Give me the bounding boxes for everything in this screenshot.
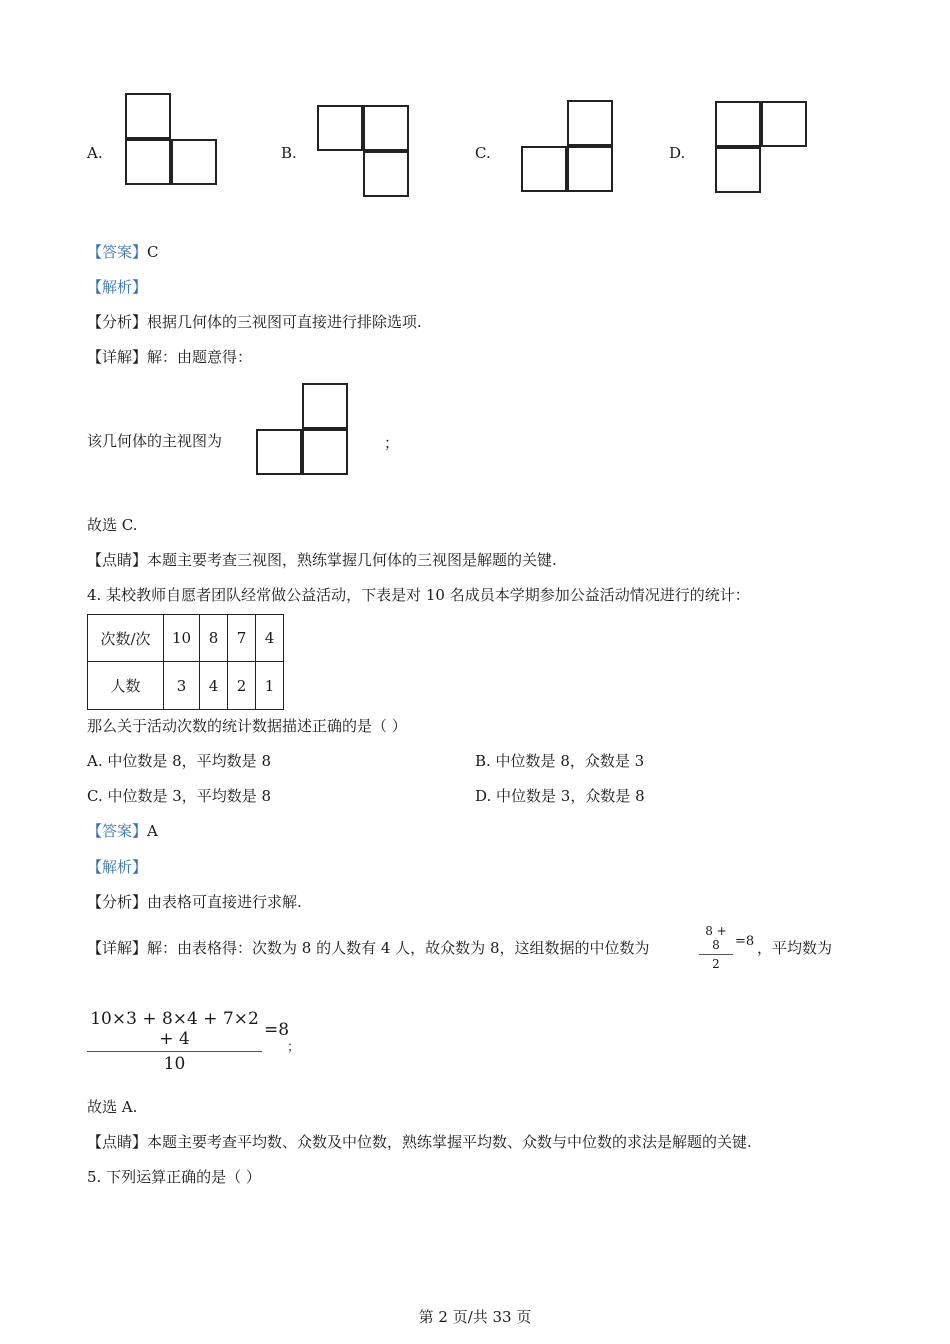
- table-cell: 10: [164, 615, 200, 662]
- fraction-denominator: 10: [163, 1054, 186, 1074]
- figure-square: [363, 105, 409, 151]
- detail-tag: 【详解】: [87, 348, 148, 366]
- figure-square: [302, 429, 348, 475]
- comment-tag: 【点睛】: [87, 1133, 148, 1151]
- answer-tag: 【答案】: [87, 822, 148, 840]
- fraction-denominator: 2: [712, 957, 720, 971]
- q3-front-view-suffix: ；: [384, 434, 400, 452]
- figure-square: [317, 105, 363, 151]
- mean-suffix: ；: [287, 1040, 301, 1055]
- q4-detail: [87, 937, 650, 958]
- answer-tag: 【答案】: [87, 243, 148, 261]
- detail-text: 解：由表格得：次数为 8 的人数有 4 人，故众数为 8，这组数据的中位数为: [147, 939, 650, 957]
- detail-text: 解：由题意得：: [147, 348, 253, 366]
- figure-square: [363, 151, 409, 197]
- answer-value: C: [147, 243, 159, 261]
- q3-front-view-text: 该几何体的主视图为: [87, 432, 223, 450]
- table-header-cell: 次数/次: [88, 615, 164, 662]
- comment-text: 本题主要考查平均数、众数及中位数，熟练掌握平均数、众数与中位数的求法是解题的关键.: [147, 1133, 752, 1151]
- figure-square: [171, 139, 217, 185]
- q5-stem: 5. 下列运算正确的是（ ）: [87, 1168, 261, 1186]
- table-cell: 4: [200, 662, 228, 710]
- page-number: 第 2 页/共 33 页: [418, 1308, 532, 1326]
- table-header-cell: 人数: [88, 662, 164, 710]
- figure-square: [256, 429, 302, 475]
- answer-value: A: [147, 822, 158, 840]
- figure-square: [715, 147, 761, 193]
- q4-analysis-tag: 【解析】: [87, 858, 148, 876]
- comment-tag: 【点睛】: [87, 551, 148, 569]
- q4-stem: 4. 某校教师自愿者团队经常做公益活动，下表是对 10 名成员本学期参加公益活动情况进行的统计：: [87, 586, 750, 604]
- table-cell: 4: [256, 615, 284, 662]
- fraction-numerator: 8 + 8: [699, 924, 733, 955]
- figure-square: [567, 100, 613, 146]
- mean-fraction: [87, 1009, 262, 1074]
- figure-square: [125, 139, 171, 185]
- fenxi-text: 由表格可直接进行求解.: [147, 893, 302, 911]
- mean-result: =8: [264, 1020, 290, 1040]
- fenxi-tag: 【分析】: [87, 313, 148, 331]
- q4-choice-c: C. 中位数是 3，平均数是 8: [87, 787, 272, 805]
- figure-square: [521, 146, 567, 192]
- q3-detail: [87, 346, 252, 367]
- mean-intro: ，平均数为: [757, 939, 833, 957]
- figure-square: [567, 146, 613, 192]
- median-fraction: [699, 924, 733, 971]
- table-cell: 1: [256, 662, 284, 710]
- table-cell: 3: [164, 662, 200, 710]
- option-c-label: C.: [475, 144, 491, 162]
- q4-question: 那么关于活动次数的统计数据描述正确的是（ ）: [87, 717, 407, 735]
- q4-answer: [87, 820, 158, 841]
- q4-comment: [87, 1131, 752, 1152]
- stats-table: [87, 614, 284, 710]
- table-row: [88, 662, 284, 710]
- detail-tag: 【详解】: [87, 939, 148, 957]
- fenxi-tag: 【分析】: [87, 893, 148, 911]
- figure-square: [125, 93, 171, 139]
- comment-text: 本题主要考查三视图，熟练掌握几何体的三视图是解题的关键.: [147, 551, 557, 569]
- table-cell: 8: [200, 615, 228, 662]
- table-row: [88, 615, 284, 662]
- fenxi-text: 根据几何体的三视图可直接进行排除选项.: [147, 313, 422, 331]
- q3-answer: [87, 241, 159, 262]
- figure-square: [302, 383, 348, 429]
- q4-choice-b: B. 中位数是 8，众数是 3: [475, 752, 645, 770]
- option-d-label: D.: [669, 144, 686, 162]
- q3-conclusion: 故选 C.: [87, 516, 138, 534]
- q4-fenxi: [87, 891, 302, 912]
- table-cell: 7: [228, 615, 256, 662]
- table-cell: 2: [228, 662, 256, 710]
- q4-choice-d: D. 中位数是 3，众数是 8: [475, 787, 645, 805]
- option-b-label: B.: [281, 144, 297, 162]
- q4-conclusion: 故选 A.: [87, 1098, 138, 1116]
- q3-analysis-tag: 【解析】: [87, 278, 148, 296]
- median-result: =8: [735, 934, 755, 949]
- option-a-label: A.: [87, 144, 103, 162]
- fraction-numerator: 10×3 + 8×4 + 7×2 + 4: [87, 1009, 262, 1052]
- q4-choice-a: A. 中位数是 8，平均数是 8: [87, 752, 271, 770]
- figure-square: [715, 101, 761, 147]
- q3-fenxi: [87, 311, 422, 332]
- q3-comment: [87, 549, 557, 570]
- figure-square: [761, 101, 807, 147]
